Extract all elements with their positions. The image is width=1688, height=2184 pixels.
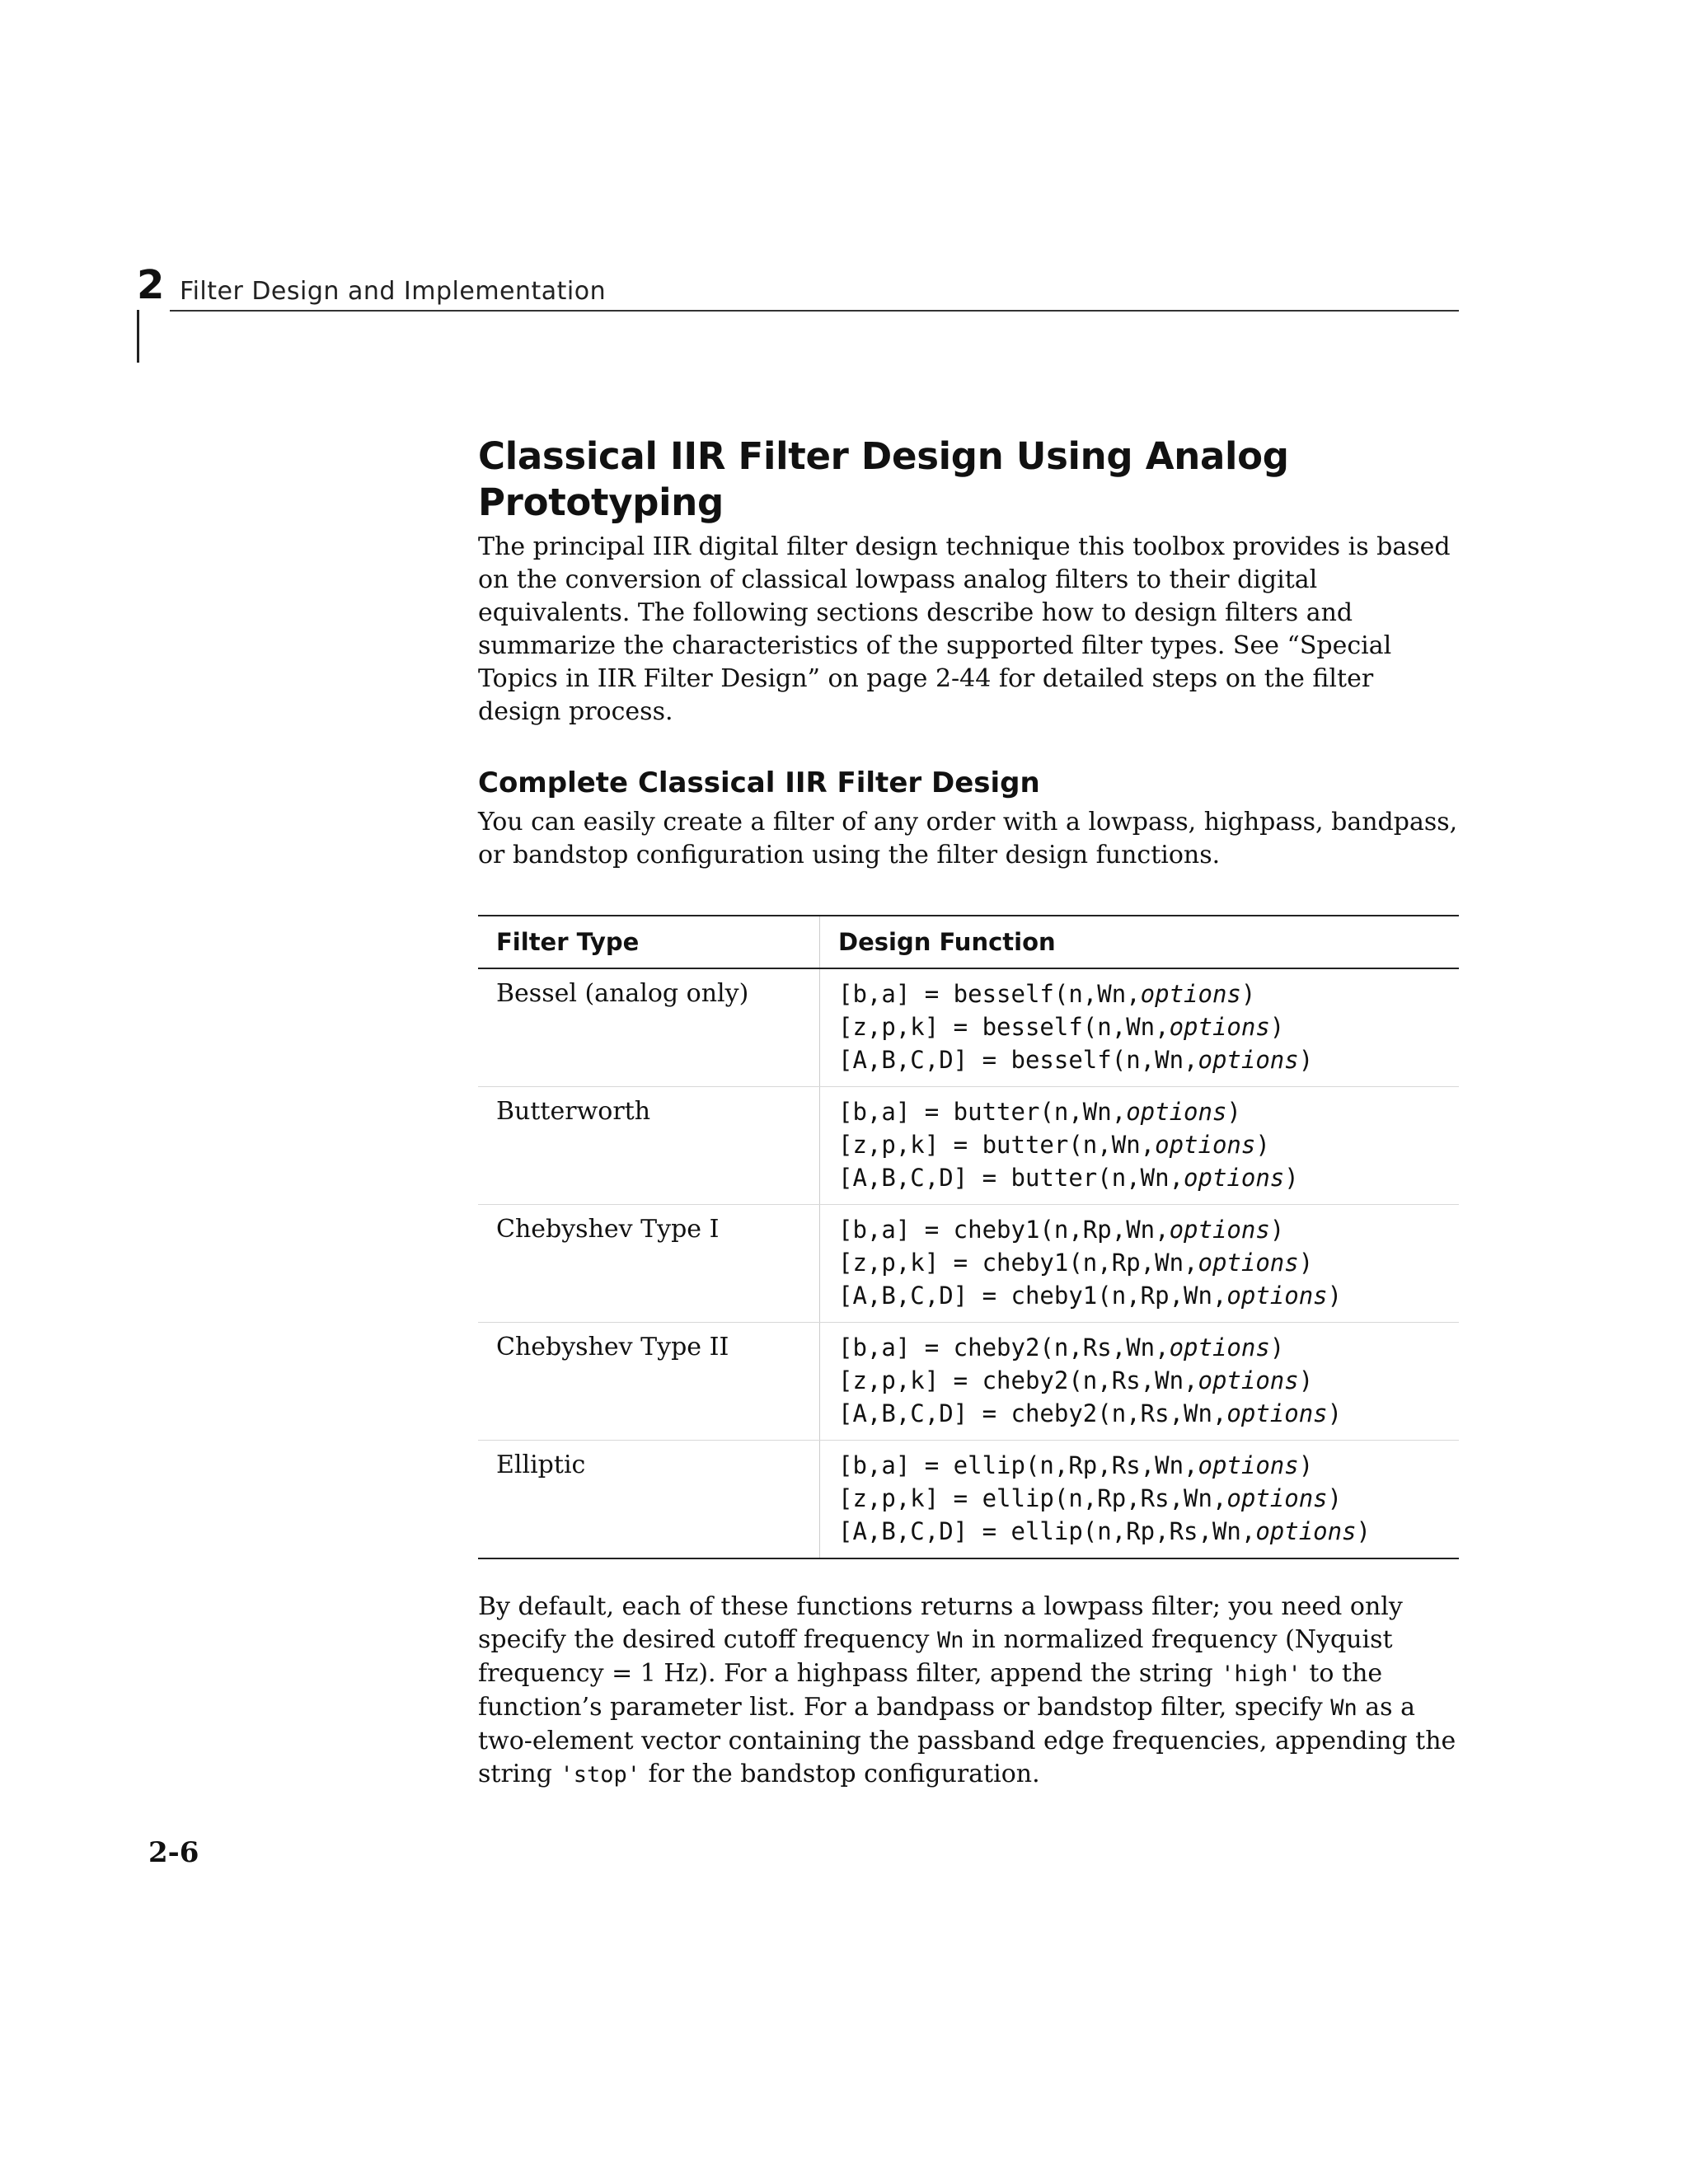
code-line: [z,p,k] = cheby1(n,Rp,Wn,options): [838, 1249, 1314, 1277]
table-row: [478, 968, 1459, 1087]
page-number: 2-6: [148, 1836, 199, 1869]
chapter-number: 2: [137, 262, 165, 308]
design-function-cell: [820, 1205, 1460, 1323]
code-line: [z,p,k] = besself(n,Wn,options): [838, 1013, 1285, 1041]
subsection-title: Complete Classical IIR Filter Design: [478, 766, 1040, 799]
code-line: [A,B,C,D] = cheby1(n,Rp,Wn,options): [838, 1282, 1343, 1310]
design-function-cell: [820, 1441, 1460, 1559]
design-function-cell: [820, 968, 1460, 1087]
inline-code: 'high': [1221, 1661, 1301, 1687]
filter-type-cell: Elliptic: [496, 1451, 586, 1479]
code-line: [A,B,C,D] = cheby2(n,Rs,Wn,options): [838, 1399, 1343, 1427]
table-row: [478, 1087, 1459, 1205]
table-row: [478, 1441, 1459, 1559]
design-function-cell: [820, 1087, 1460, 1205]
running-header: [137, 262, 1459, 308]
subsection-intro: You can easily create a filter of any order with a lowpass, highpass, bandpass, or bandstop configuration using the filter design functions.: [478, 808, 1458, 869]
table-row: [478, 1205, 1459, 1323]
code-line: [b,a] = cheby2(n,Rs,Wn,options): [838, 1333, 1285, 1361]
header-tick-mark: [137, 310, 139, 363]
header-rule: [170, 310, 1459, 312]
code-line: [z,p,k] = ellip(n,Rp,Rs,Wn,options): [838, 1484, 1343, 1512]
filter-type-cell: Bessel (analog only): [478, 968, 820, 1087]
column-header-filter-type: Filter Type: [478, 916, 820, 968]
code-line: [z,p,k] = butter(n,Wn,options): [838, 1131, 1270, 1159]
section-title: Classical IIR Filter Design Using Analog Prototyping: [478, 434, 1289, 524]
table-header-row: [478, 916, 1459, 968]
code-line: [b,a] = cheby1(n,Rp,Wn,options): [838, 1216, 1285, 1244]
main-content: [478, 434, 1459, 1792]
inline-code: Wn: [1330, 1695, 1357, 1721]
filter-type-cell: Chebyshev Type I: [478, 1205, 820, 1323]
code-line: [A,B,C,D] = besself(n,Wn,options): [838, 1046, 1314, 1074]
column-header-design-function: Design Function: [820, 916, 1460, 968]
filter-type-cell: Butterworth: [478, 1087, 820, 1205]
code-line: [A,B,C,D] = butter(n,Wn,options): [838, 1164, 1299, 1192]
table-row: [478, 1323, 1459, 1441]
inline-code: 'stop': [560, 1762, 640, 1788]
chapter-title: Filter Design and Implementation: [180, 277, 607, 306]
filter-type-cell: Chebyshev Type II: [478, 1323, 820, 1441]
section-intro: The principal IIR digital filter design technique this toolbox provides is based on the conversion of classical lowpass analog filters to their digital equivalents. The following sections describe how to design filters and summarize the characteristics of the supported filter types. See “Special Topics in IIR Filter Design” on page 2-44 for detailed steps on the filter design process.: [478, 532, 1451, 726]
inline-code: Wn: [936, 1628, 964, 1653]
defaults-paragraph: By default, each of these functions returns a lowpass filter; you need only specify the desired cutoff frequency Wn in normalized frequency (Nyquist frequency = 1 Hz). For a highpass filter, append the string 'high' to the function’s parameter list. For a bandpass or bandstop filter, specify Wn as a two-element vector containing the passband edge frequencies, appending the string 'stop' for the bandstop configuration.: [478, 1592, 1456, 1788]
code-line: [A,B,C,D] = ellip(n,Rp,Rs,Wn,options): [838, 1517, 1372, 1545]
code-line: [z,p,k] = cheby2(n,Rs,Wn,options): [838, 1366, 1314, 1394]
design-function-cell: [820, 1323, 1460, 1441]
code-line: [b,a] = ellip(n,Rp,Rs,Wn,options): [838, 1451, 1314, 1479]
filter-design-table: [478, 915, 1459, 1559]
code-line: [b,a] = butter(n,Wn,options): [838, 1098, 1241, 1126]
code-line: [b,a] = besself(n,Wn,options): [838, 980, 1256, 1008]
